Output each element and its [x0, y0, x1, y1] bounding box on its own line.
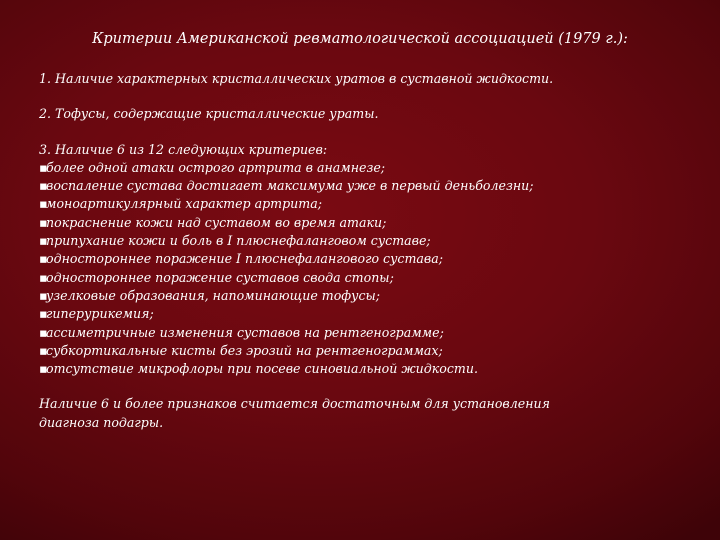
bullet-icon: ▪	[39, 159, 48, 175]
list-item	[39, 232, 689, 250]
list-item	[39, 360, 689, 378]
list-item	[39, 214, 689, 232]
slide-title: Критерии Американской ревматологической ассоциацией (1979 г.):	[92, 31, 628, 47]
list-item	[39, 250, 689, 268]
bullet-icon: ▪	[39, 178, 48, 194]
list-item-text: субкортикальные кисты без эрозий на рентгенограммах;	[46, 342, 443, 358]
list-item-text: моноартикулярный характер артрита;	[46, 196, 322, 212]
bullet-icon: ▪	[39, 306, 48, 322]
list-item-text: одностороннее поражение суставов свода стопы;	[46, 269, 394, 285]
bullet-icon: ▪	[39, 287, 48, 303]
bullet-icon: ▪	[39, 342, 48, 358]
criteria-list	[39, 159, 689, 379]
bullet-icon: ▪	[39, 251, 48, 267]
list-item-text: узелковые образования, напоминающие тофусы;	[46, 287, 381, 303]
list-item-text: ассиметричные изменения суставов на рентгенограмме;	[46, 324, 444, 340]
list-item-text: покраснение кожи над суставом во время атаки;	[46, 214, 387, 230]
list-item	[39, 159, 689, 177]
criterion-2: 2. Тофусы, содержащие кристаллические ураты.	[39, 106, 379, 122]
conclusion	[39, 395, 689, 432]
bullet-icon: ▪	[39, 361, 48, 377]
conclusion-line: Наличие 6 и более признаков считается достаточным для установления	[39, 396, 550, 412]
bullet-icon: ▪	[39, 196, 48, 212]
list-item	[39, 324, 689, 342]
list-item	[39, 287, 689, 305]
slide-body	[39, 70, 689, 432]
list-item-text: воспаление сустава достигает максимума уже в первый деньболезни;	[46, 178, 534, 194]
criterion-1: 1. Наличие характерных кристаллических уратов в суставной жидкости.	[39, 71, 554, 86]
list-item	[39, 305, 689, 323]
list-item-text: более одной атаки острого артрита в анамнезе;	[46, 159, 386, 175]
list-item-text: одностороннее поражение I плюснефалангового сустава;	[46, 251, 443, 267]
list-item-text: отсутствие микрофлоры при посеве синовиальной жидкости.	[46, 361, 478, 377]
list-item-text: припухание кожи и боль в I плюснефаланговом суставе;	[46, 233, 431, 249]
conclusion-line: диагноза подагры.	[39, 414, 164, 430]
list-item	[39, 269, 689, 287]
bullet-icon: ▪	[39, 324, 48, 340]
bullet-icon: ▪	[39, 214, 48, 230]
list-item	[39, 195, 689, 213]
bullet-icon: ▪	[39, 269, 48, 285]
bullet-icon: ▪	[39, 233, 48, 249]
list-item	[39, 177, 689, 195]
criterion-3-heading: 3. Наличие 6 из 12 следующих критериев:	[39, 141, 328, 157]
list-item-text: гиперурикемия;	[46, 306, 154, 322]
list-item	[39, 342, 689, 360]
